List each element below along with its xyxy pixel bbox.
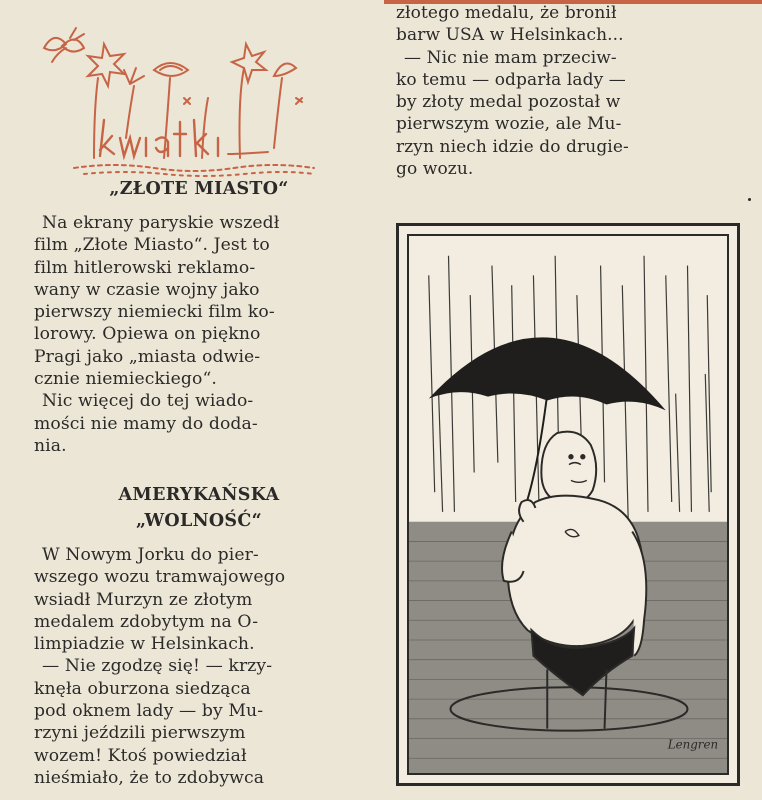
article-continuation bbox=[396, 2, 748, 180]
svg-text:kwiatki: kwiatki bbox=[34, 18, 38, 19]
cartoon-illustration bbox=[407, 234, 729, 775]
article-body: Na ekrany paryskie wszedł film „Złote Miasto“. Jest to film hitlerowski reklamo- wany w czasie wojny jako pierwszy niemiecki film ko- lorowy. Opiewa on piękno Pragi jako „miasta odwie- cznie niemieckiego“. Nic więcej do tej wiado- mości nie mamy do doda- nia. bbox=[34, 213, 280, 456]
article-amerykanska-wolnosc bbox=[34, 484, 364, 789]
masthead-kwiatki bbox=[34, 18, 344, 178]
artist-signature: Lengren bbox=[667, 737, 719, 752]
article-zlote-miasto bbox=[34, 178, 364, 457]
print-speck bbox=[748, 198, 751, 201]
man-in-rain-with-umbrella bbox=[409, 236, 727, 773]
headline: „ZŁOTE MIASTO“ bbox=[109, 179, 289, 199]
cartoon-frame bbox=[396, 223, 740, 786]
butterfly-icon bbox=[44, 28, 84, 62]
article-body: W Nowym Jorku do pier- wszego wozu tramwajowego wsiadł Murzyn ze złotym medalem zdobytym na O- limpiadzie w Helsinkach. — Nie zgodzę się! — krzy- knęła oburzona siedząca pod oknem lady — by Mu- rzyni jeździli pierwszym wozem! Ktoś powiedział nieśmiało, że to zdobywca bbox=[34, 545, 286, 788]
article-body: złotego medalu, że bronił barw USA w Helsinkach... — Nic nie mam przeciw- ko temu — odparła lady — by złoty medal pozostał w pierwszym wozie, ale Mu- rzyn niech idzie do drugie- go wozu. bbox=[396, 3, 629, 180]
headline: AMERYKAŃSKA „WOLNOŚĆ“ bbox=[118, 485, 280, 531]
flower-illustration bbox=[34, 18, 344, 178]
